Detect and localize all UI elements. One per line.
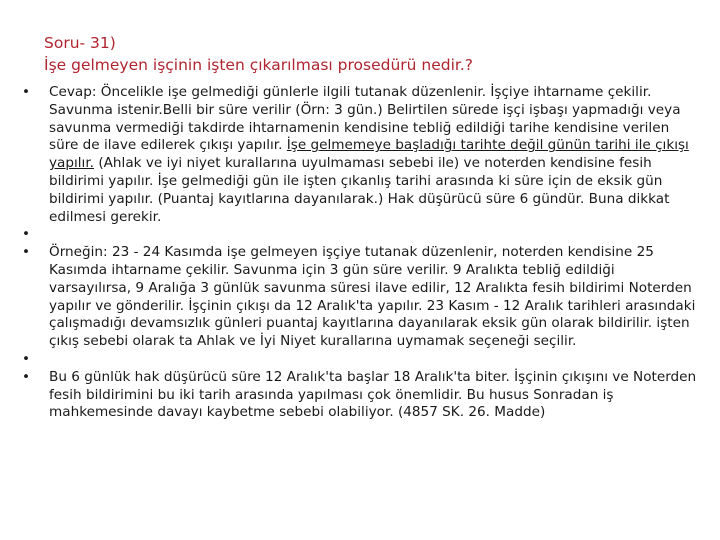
bullet-item-example (20, 244, 700, 351)
answer-paragraph (49, 84, 700, 226)
answer-underlined-text: İşe gelmemeye başladığı tarihte değil günün tarihi ile çıkışı yapılır. (49, 137, 689, 172)
bullet-icon: • (21, 226, 31, 243)
example-paragraph: Örneğin: 23 - 24 Kasımda işe gelmeyen işçiye tutanak düzenlenir, noterden kendisine 25 Kasımda ihtarname çekilir. Savunma için 3 gün süre verilir. 9 Aralıkta tebliğ edildiği varsayılırsa, 9 Aralığa 3 günlük savunma süresi ilave edilir, 12 Aralıkta fesih bildirimi Noterden yapılır ve gönderilir. İşçinin çıkışı da 12 Aralık'ta yapılır. 23 Kasım - 12 Aralık tarihleri arasındaki çalışmadığı devamsızlık günleri puantaj kayıtlarına dayanılarak eksik gün olarak bildirilir. işten çıkış sebebi olarak ta Ahlak ve İyi Niyet kurallarına uymamak seçeneği seçilir. (49, 244, 696, 350)
bullet-icon: • (21, 84, 31, 100)
bullet-item-answer (20, 84, 700, 226)
question-number: Soru- 31) (44, 34, 116, 52)
bullet-item-empty (20, 226, 700, 244)
bullet-icon: • (21, 350, 31, 367)
slide-content (20, 84, 700, 422)
bullet-icon: • (21, 244, 31, 261)
answer-text-end: (Ahlak ve iyi niyet kurallarına uyulmaması sebebi ile) ve noterden kendisine fesih bildirimi yapılır. İşe gelmediği gün ile işten çıkanlış tarihi arasında ki süre için de eksik gün bildirimi yapılır. (Puantaj kayıtlarına dayanılarak.) Hak düşürücü süre 6 gündür. Buna dikkat edilmesi gerekir. (49, 155, 670, 225)
bullet-icon: • (21, 368, 31, 385)
bullet-item-empty (20, 351, 700, 369)
slide-title (44, 32, 684, 76)
answer-text-start: Cevap: Öncelikle işe gelmediği günlerle ilgili tutanak düzenlenir. İşçiye ihtarname çekilir. Savunma istenir.Belli bir süre verilir (Örn: 3 gün.) Belirtilen sürede işçi işbaşı yapmadığı veya savunma vermediği takdirde ihtarnamenin kendisine tebliğ edildiği tarihe kendisine verilen süre de ilave edilerek çıkışı yapılır. (49, 84, 681, 154)
question-text: İşe gelmeyen işçinin işten çıkarılması prosedürü nedir.? (44, 56, 474, 74)
bullet-item-deadline (20, 369, 700, 422)
deadline-paragraph: Bu 6 günlük hak düşürücü süre 12 Aralık'ta başlar 18 Aralık'ta biter. İşçinin çıkışını ve Noterden fesih bildirimini bu iki tarih arasında yapılması çok önemlidir. Bu husus Sonradan iş mahkemesinde davayı kaybetme sebebi olabiliyor. (4857 SK. 26. Madde) (49, 368, 697, 421)
